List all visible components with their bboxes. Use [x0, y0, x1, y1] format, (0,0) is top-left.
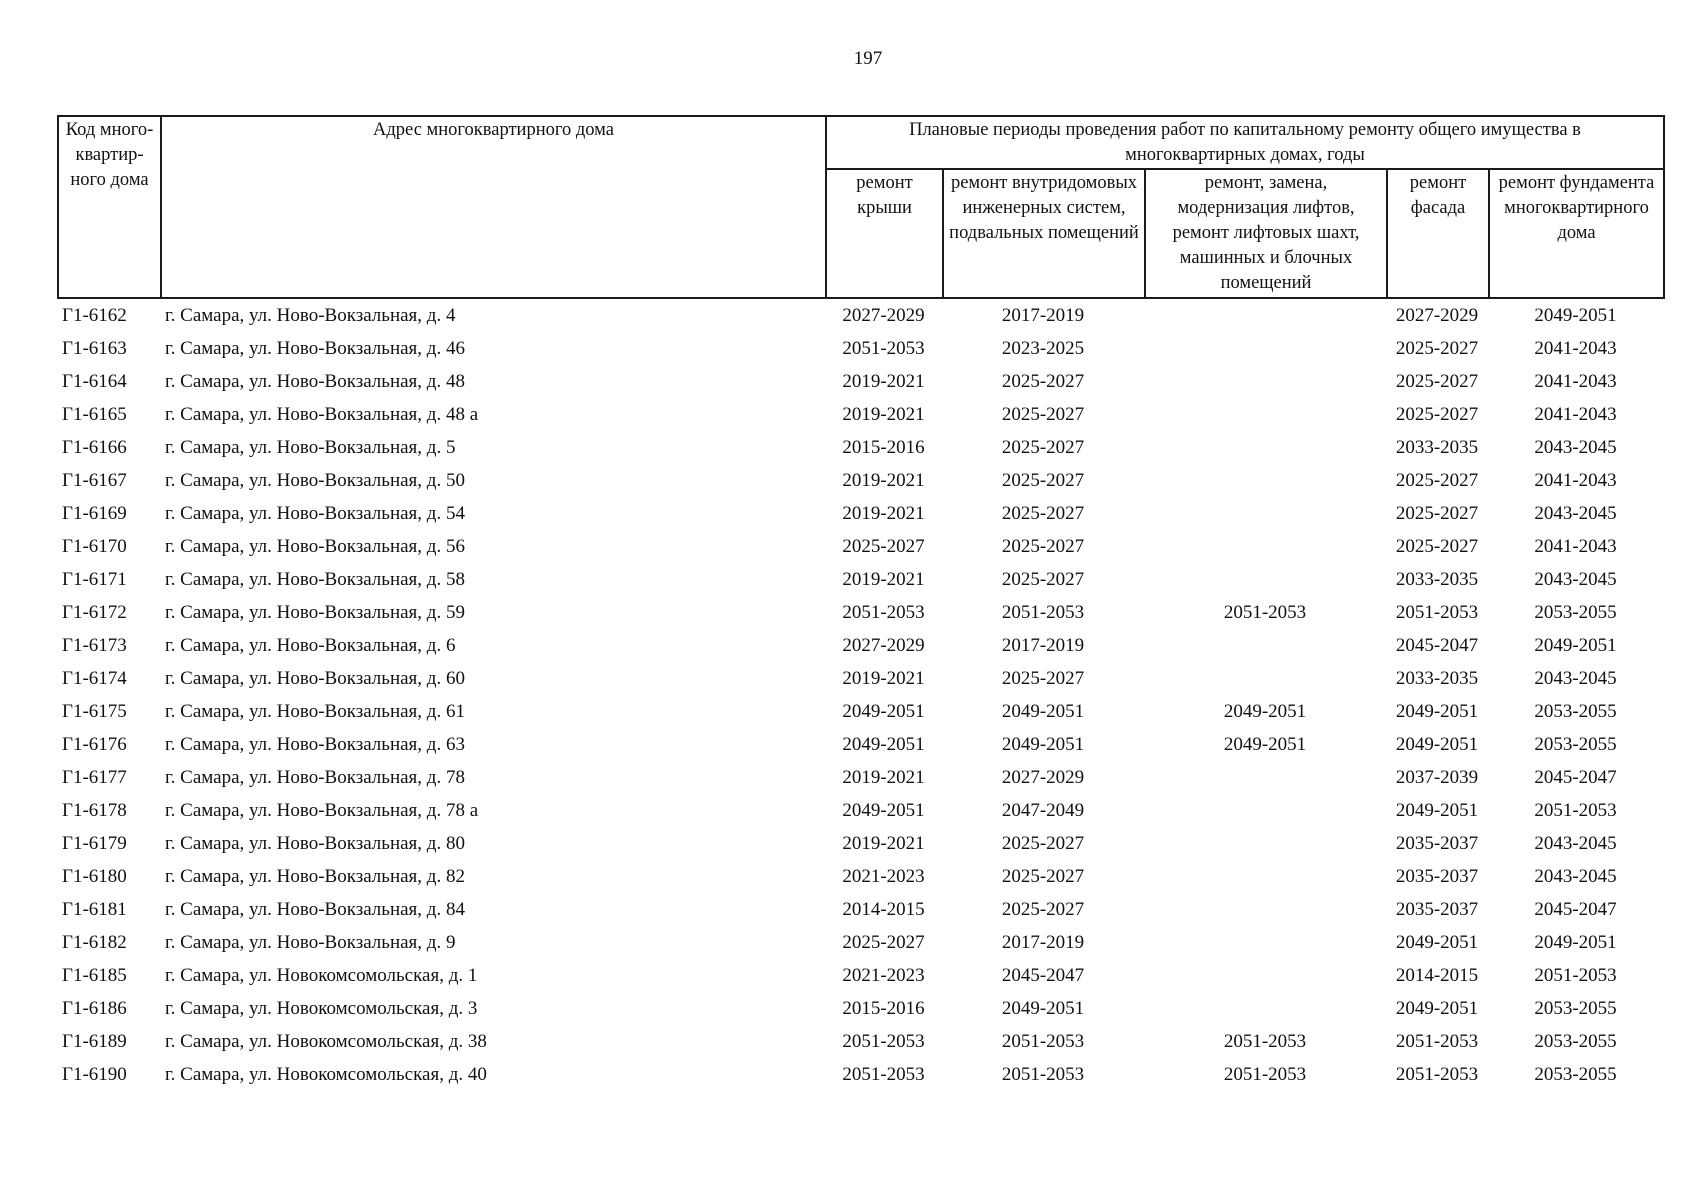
cell-foundation: 2049-2051	[1534, 304, 1617, 326]
header-roof: ремонт крыши	[826, 169, 943, 298]
cell-facade: 2035-2037	[1395, 865, 1479, 887]
table-row	[57, 596, 1663, 629]
cell-roof: 2019-2021	[842, 370, 925, 392]
table-row	[57, 992, 1663, 1025]
table-row	[57, 662, 1663, 695]
cell-facade: 2025-2027	[1395, 502, 1479, 524]
cell-elevators	[1144, 464, 1386, 497]
cell-engineering: 2025-2027	[1001, 865, 1085, 887]
cell-foundation: 2043-2045	[1534, 436, 1617, 458]
cell-elevators	[1144, 398, 1386, 431]
cell-engineering: 2045-2047	[1001, 964, 1085, 986]
cell-engineering: 2025-2027	[1001, 469, 1085, 491]
cell-engineering: 2051-2053	[1001, 601, 1085, 623]
cell-address: г. Самара, ул. Ново-Вокзальная, д. 9	[165, 931, 456, 953]
table-body	[57, 299, 1663, 1091]
cell-elevators	[1144, 629, 1386, 662]
cell-facade: 2014-2015	[1395, 964, 1479, 986]
cell-engineering: 2051-2053	[1001, 1063, 1085, 1085]
cell-foundation: 2045-2047	[1534, 898, 1617, 920]
cell-engineering: 2049-2051	[1001, 733, 1085, 755]
cell-roof: 2015-2016	[842, 997, 925, 1019]
cell-facade: 2035-2037	[1395, 832, 1479, 854]
table-header	[57, 115, 1665, 299]
table-row	[57, 530, 1663, 563]
cell-roof: 2019-2021	[842, 766, 925, 788]
cell-facade: 2037-2039	[1395, 766, 1479, 788]
table-row	[57, 926, 1663, 959]
cell-facade: 2045-2047	[1395, 634, 1479, 656]
cell-address: г. Самара, ул. Новокомсомольская, д. 38	[165, 1030, 487, 1052]
cell-code: Г1-6180	[62, 865, 127, 887]
cell-address: г. Самара, ул. Новокомсомольская, д. 1	[165, 964, 478, 986]
cell-code: Г1-6171	[62, 568, 127, 590]
cell-engineering: 2017-2019	[1001, 931, 1085, 953]
cell-engineering: 2025-2027	[1001, 403, 1085, 425]
table-row	[57, 629, 1663, 662]
cell-roof: 2027-2029	[842, 634, 925, 656]
cell-elevators	[1144, 497, 1386, 530]
cell-elevators	[1144, 563, 1386, 596]
cell-roof: 2015-2016	[842, 436, 925, 458]
table-row	[57, 398, 1663, 431]
cell-address: г. Самара, ул. Ново-Вокзальная, д. 5	[165, 436, 456, 458]
cell-engineering: 2025-2027	[1001, 898, 1085, 920]
table-row	[57, 893, 1663, 926]
cell-foundation: 2051-2053	[1534, 799, 1617, 821]
cell-elevators	[1144, 893, 1386, 926]
cell-roof: 2014-2015	[842, 898, 925, 920]
page-number: 197	[853, 48, 883, 69]
cell-address: г. Самара, ул. Ново-Вокзальная, д. 54	[165, 502, 465, 524]
cell-roof: 2051-2053	[842, 1030, 925, 1052]
cell-facade: 2033-2035	[1395, 436, 1479, 458]
cell-foundation: 2041-2043	[1534, 370, 1617, 392]
cell-engineering: 2025-2027	[1001, 535, 1085, 557]
cell-elevators	[1144, 431, 1386, 464]
cell-address: г. Самара, ул. Ново-Вокзальная, д. 6	[165, 634, 456, 656]
cell-foundation: 2053-2055	[1534, 997, 1617, 1019]
cell-address: г. Самара, ул. Ново-Вокзальная, д. 61	[165, 700, 465, 722]
cell-roof: 2019-2021	[842, 832, 925, 854]
cell-engineering: 2049-2051	[1001, 700, 1085, 722]
cell-elevators	[1144, 860, 1386, 893]
cell-facade: 2049-2051	[1395, 733, 1479, 755]
cell-code: Г1-6167	[62, 469, 127, 491]
cell-foundation: 2043-2045	[1534, 865, 1617, 887]
cell-code: Г1-6170	[62, 535, 127, 557]
cell-code: Г1-6175	[62, 700, 127, 722]
cell-roof: 2019-2021	[842, 667, 925, 689]
cell-roof: 2025-2027	[842, 931, 925, 953]
cell-address: г. Самара, ул. Ново-Вокзальная, д. 46	[165, 337, 465, 359]
cell-address: г. Самара, ул. Ново-Вокзальная, д. 50	[165, 469, 465, 491]
cell-foundation: 2049-2051	[1534, 634, 1617, 656]
cell-facade: 2025-2027	[1395, 535, 1479, 557]
table-row	[57, 1058, 1663, 1091]
cell-engineering: 2051-2053	[1001, 1030, 1085, 1052]
cell-address: г. Самара, ул. Ново-Вокзальная, д. 58	[165, 568, 465, 590]
cell-address: г. Самара, ул. Новокомсомольская, д. 3	[165, 997, 478, 1019]
cell-engineering: 2025-2027	[1001, 667, 1085, 689]
cell-facade: 2033-2035	[1395, 667, 1479, 689]
cell-address: г. Самара, ул. Ново-Вокзальная, д. 84	[165, 898, 465, 920]
cell-code: Г1-6181	[62, 898, 127, 920]
cell-facade: 2049-2051	[1395, 997, 1479, 1019]
cell-foundation: 2053-2055	[1534, 1063, 1617, 1085]
cell-elevators	[1144, 794, 1386, 827]
cell-engineering: 2027-2029	[1001, 766, 1085, 788]
capital-repair-table	[57, 115, 1665, 1091]
cell-elevators	[1144, 827, 1386, 860]
cell-elevators	[1144, 959, 1386, 992]
cell-address: г. Самара, ул. Ново-Вокзальная, д. 59	[165, 601, 465, 623]
cell-facade: 2033-2035	[1395, 568, 1479, 590]
cell-code: Г1-6182	[62, 931, 127, 953]
cell-code: Г1-6189	[62, 1030, 127, 1052]
cell-foundation: 2049-2051	[1534, 931, 1617, 953]
cell-address: г. Самара, ул. Новокомсомольская, д. 40	[165, 1063, 487, 1085]
cell-roof: 2019-2021	[842, 502, 925, 524]
cell-roof: 2025-2027	[842, 535, 925, 557]
cell-code: Г1-6174	[62, 667, 127, 689]
header-foundation: ремонт фундамента многоквартирного дома	[1489, 169, 1664, 298]
cell-foundation: 2043-2045	[1534, 502, 1617, 524]
cell-code: Г1-6172	[62, 601, 127, 623]
cell-elevators: 2051-2053	[1223, 601, 1307, 623]
cell-facade: 2027-2029	[1395, 304, 1479, 326]
cell-elevators	[1144, 365, 1386, 398]
cell-address: г. Самара, ул. Ново-Вокзальная, д. 78 а	[165, 799, 479, 821]
header-address: Адрес многоквартирного дома	[161, 116, 826, 298]
cell-code: Г1-6169	[62, 502, 127, 524]
table-row	[57, 365, 1663, 398]
cell-roof: 2019-2021	[842, 469, 925, 491]
cell-facade: 2025-2027	[1395, 370, 1479, 392]
table-row	[57, 563, 1663, 596]
cell-code: Г1-6179	[62, 832, 127, 854]
cell-code: Г1-6176	[62, 733, 127, 755]
cell-engineering: 2025-2027	[1001, 370, 1085, 392]
table-row	[57, 332, 1663, 365]
cell-engineering: 2017-2019	[1001, 634, 1085, 656]
cell-engineering: 2023-2025	[1001, 337, 1085, 359]
cell-elevators	[1144, 926, 1386, 959]
cell-code: Г1-6163	[62, 337, 127, 359]
cell-facade: 2051-2053	[1395, 1030, 1479, 1052]
cell-address: г. Самара, ул. Ново-Вокзальная, д. 60	[165, 667, 465, 689]
table-row	[57, 497, 1663, 530]
table-row	[57, 695, 1663, 728]
cell-facade: 2025-2027	[1395, 469, 1479, 491]
cell-facade: 2025-2027	[1395, 337, 1479, 359]
cell-foundation: 2043-2045	[1534, 667, 1617, 689]
cell-address: г. Самара, ул. Ново-Вокзальная, д. 48 а	[165, 403, 479, 425]
cell-foundation: 2041-2043	[1534, 403, 1617, 425]
table-row	[57, 794, 1663, 827]
cell-roof: 2049-2051	[842, 733, 925, 755]
cell-elevators	[1144, 530, 1386, 563]
table-row	[57, 959, 1663, 992]
cell-foundation: 2053-2055	[1534, 601, 1617, 623]
cell-facade: 2051-2053	[1395, 1063, 1479, 1085]
header-elevators: ремонт, замена, модернизация лифтов, ремонт лифтовых шахт, машинных и блочных помещений	[1145, 169, 1387, 298]
table-row	[57, 860, 1663, 893]
cell-foundation: 2043-2045	[1534, 832, 1617, 854]
cell-roof: 2021-2023	[842, 865, 925, 887]
cell-facade: 2049-2051	[1395, 799, 1479, 821]
cell-address: г. Самара, ул. Ново-Вокзальная, д. 4	[165, 304, 456, 326]
cell-engineering: 2047-2049	[1001, 799, 1085, 821]
cell-roof: 2027-2029	[842, 304, 925, 326]
cell-foundation: 2041-2043	[1534, 337, 1617, 359]
cell-foundation: 2053-2055	[1534, 1030, 1617, 1052]
cell-roof: 2051-2053	[842, 1063, 925, 1085]
cell-engineering: 2025-2027	[1001, 832, 1085, 854]
header-periods	[826, 116, 1664, 169]
cell-engineering: 2025-2027	[1001, 436, 1085, 458]
cell-address: г. Самара, ул. Ново-Вокзальная, д. 56	[165, 535, 465, 557]
cell-address: г. Самара, ул. Ново-Вокзальная, д. 78	[165, 766, 465, 788]
table-row	[57, 431, 1663, 464]
cell-foundation: 2053-2055	[1534, 733, 1617, 755]
table-row	[57, 1025, 1663, 1058]
cell-elevators: 2051-2053	[1223, 1030, 1307, 1052]
cell-code: Г1-6186	[62, 997, 127, 1019]
cell-roof: 2051-2053	[842, 337, 925, 359]
cell-foundation: 2043-2045	[1534, 568, 1617, 590]
cell-elevators	[1144, 299, 1386, 332]
table-row	[57, 299, 1663, 332]
cell-facade: 2049-2051	[1395, 700, 1479, 722]
cell-roof: 2049-2051	[842, 799, 925, 821]
cell-foundation: 2051-2053	[1534, 964, 1617, 986]
cell-roof: 2021-2023	[842, 964, 925, 986]
cell-roof: 2049-2051	[842, 700, 925, 722]
table-row	[57, 827, 1663, 860]
cell-elevators	[1144, 761, 1386, 794]
header-code: Код много-квартир-ного дома	[58, 116, 161, 298]
cell-elevators: 2051-2053	[1223, 1063, 1307, 1085]
cell-elevators: 2049-2051	[1223, 733, 1307, 755]
cell-elevators	[1144, 992, 1386, 1025]
table-row	[57, 464, 1663, 497]
cell-code: Г1-6178	[62, 799, 127, 821]
cell-elevators	[1144, 332, 1386, 365]
cell-foundation: 2041-2043	[1534, 469, 1617, 491]
cell-roof: 2019-2021	[842, 403, 925, 425]
cell-address: г. Самара, ул. Ново-Вокзальная, д. 63	[165, 733, 465, 755]
cell-foundation: 2041-2043	[1534, 535, 1617, 557]
cell-code: Г1-6164	[62, 370, 127, 392]
cell-facade: 2035-2037	[1395, 898, 1479, 920]
cell-engineering: 2017-2019	[1001, 304, 1085, 326]
cell-roof: 2051-2053	[842, 601, 925, 623]
cell-code: Г1-6190	[62, 1063, 127, 1085]
cell-code: Г1-6173	[62, 634, 127, 656]
cell-foundation: 2053-2055	[1534, 700, 1617, 722]
header-facade: ремонт фасада	[1387, 169, 1489, 298]
table-row	[57, 728, 1663, 761]
header-periods-text: Плановые периоды проведения работ по капитальному ремонту общего имущества в многоквартирных домах, годы	[909, 120, 1581, 165]
cell-facade: 2025-2027	[1395, 403, 1479, 425]
cell-engineering: 2025-2027	[1001, 502, 1085, 524]
cell-code: Г1-6185	[62, 964, 127, 986]
header-engineering: ремонт внутридомовых инженерных систем, подвальных помещений	[943, 169, 1145, 298]
cell-engineering: 2049-2051	[1001, 997, 1085, 1019]
cell-code: Г1-6162	[62, 304, 127, 326]
cell-address: г. Самара, ул. Ново-Вокзальная, д. 82	[165, 865, 465, 887]
cell-code: Г1-6165	[62, 403, 127, 425]
cell-code: Г1-6177	[62, 766, 127, 788]
table-row	[57, 761, 1663, 794]
cell-elevators: 2049-2051	[1223, 700, 1307, 722]
cell-address: г. Самара, ул. Ново-Вокзальная, д. 80	[165, 832, 465, 854]
cell-address: г. Самара, ул. Ново-Вокзальная, д. 48	[165, 370, 465, 392]
cell-code: Г1-6166	[62, 436, 127, 458]
cell-facade: 2051-2053	[1395, 601, 1479, 623]
cell-facade: 2049-2051	[1395, 931, 1479, 953]
cell-foundation: 2045-2047	[1534, 766, 1617, 788]
cell-elevators	[1144, 662, 1386, 695]
cell-roof: 2019-2021	[842, 568, 925, 590]
cell-engineering: 2025-2027	[1001, 568, 1085, 590]
